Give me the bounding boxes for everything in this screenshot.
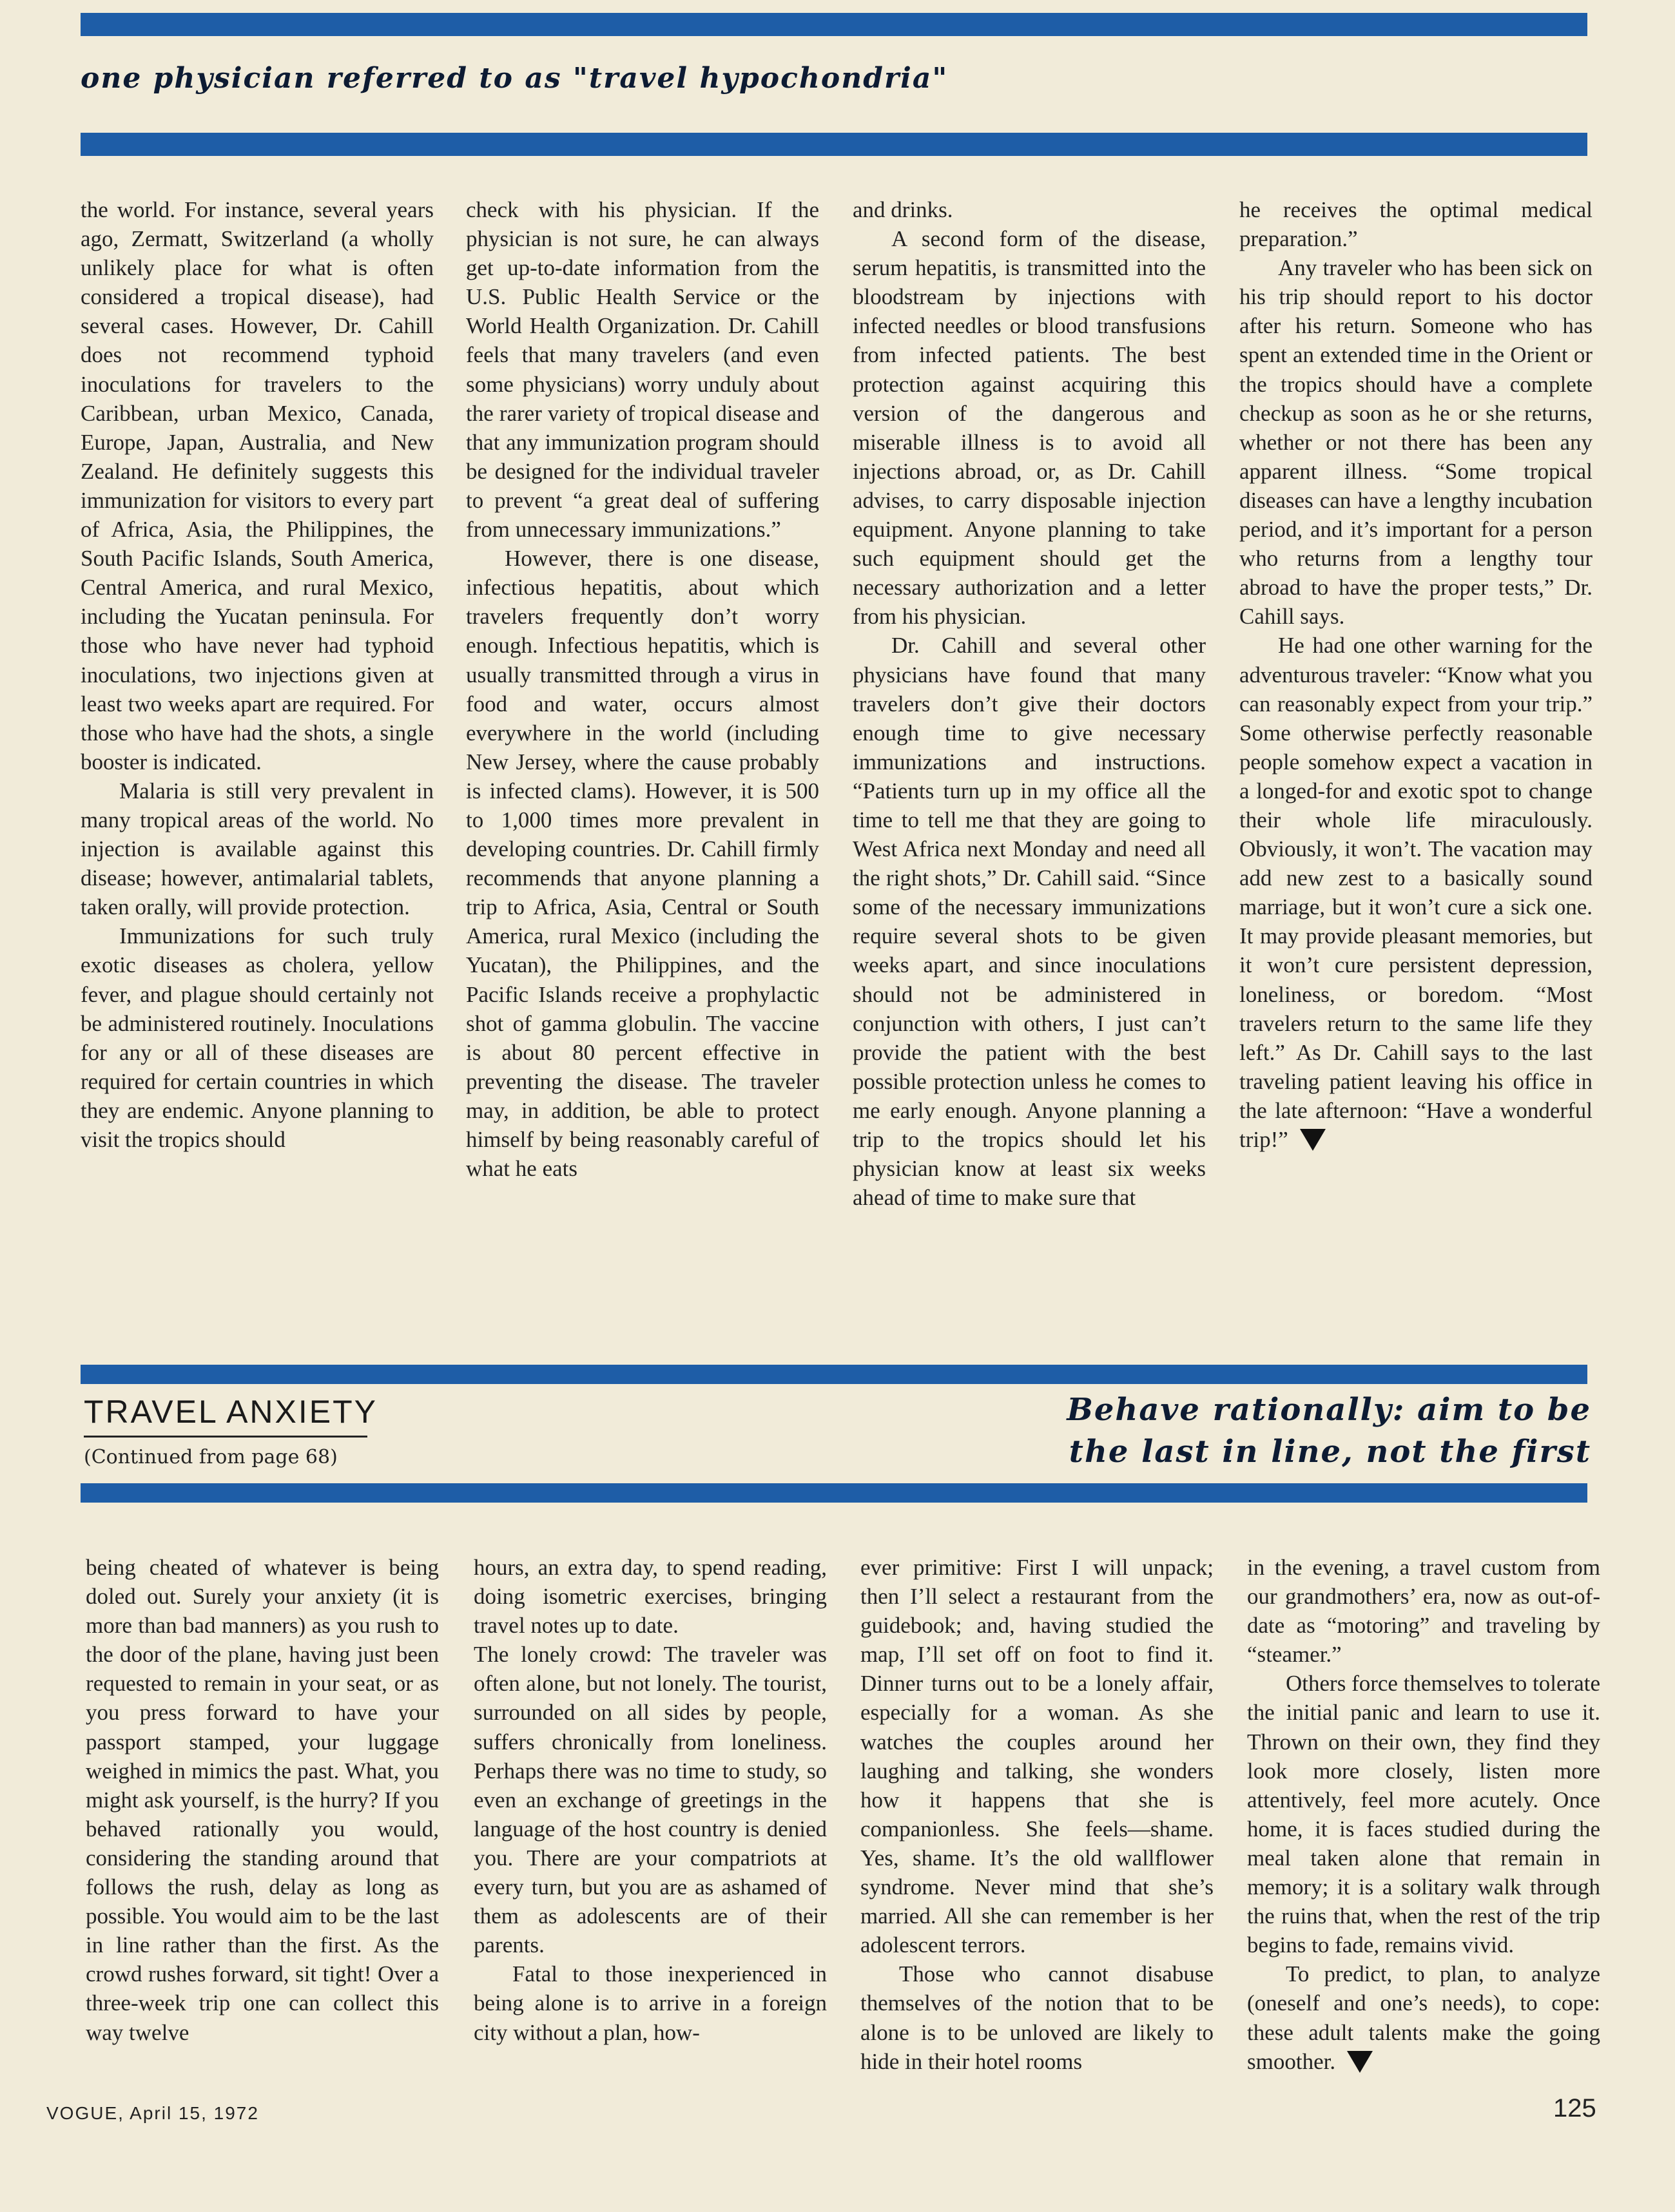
paragraph: check with his physician. If the physician is not sure, he can always get up-to-date information from the U.S. Public Health Service or the World Health Organization. Dr. Cahill feels that many travelers (and even some physicians) worry unduly about the rarer variety of tropical disease and that any immunization program should be designed for the individual traveler to prevent “a great deal of suffering from unnecessary immunizations.” <box>466 197 819 543</box>
paragraph: being cheated of whatever is being doled out. Surely your anxiety (it is more than bad manners) as you rush to the door of the plane, having just been requested to remain in your seat, or as you press forward to have your passport stamped, your luggage weighed in mimics the past. What, you might ask yourself, is the hurry? If you behaved rationally you would, considering the standing around that follows the rush, delay as long as possible. You would aim to be the last in line rather than the first. As the crowd rushes forward, sit tight! Over a three-week trip one can collect this way twelve <box>86 1555 439 2045</box>
article1-column-4 <box>1239 195 1593 1154</box>
paragraph: Those who cannot disabuse themselves of the notion that to be alone is to be unloved are likely to hide in their hotel rooms <box>860 1961 1214 2074</box>
paragraph-text: To predict, to plan, to analyze (oneself and one’s needs), to cope: these adult talents make the going smoother. <box>1247 1961 1600 2074</box>
article2-headline-line-1: Behave rationally: aim to be <box>1067 1392 1591 1428</box>
paragraph: The lonely crowd: The traveler was often alone, but not lonely. The tourist, surrounded on all sides by people, suffers chronically from loneliness. Perhaps there was no time to study, so even an exchange of greetings in the language of the host country is denied you. There are your compatriots at every turn, but you are as ashamed of them as adolescents are of their parents. <box>474 1642 827 1958</box>
paragraph: However, there is one disease, infectious hepatitis, about which travelers frequently don’t worry enough. Infectious hepatitis, which is usually transmitted through a virus in food and water, occurs almost everywhere in the world (including New Jersey, where the cause probably is infected clams). However, it is 500 to 1,000 times more prevalent in developing countries. Dr. Cahill firmly recommends that anyone planning a trip to Africa, Asia, Central or South America, rural Mexico (including the Yucatan), the Philippines, and the Pacific Islands receive a prophylactic shot of gamma globulin. The vaccine is about 80 percent effective in preventing the disease. The traveler may, in addition, be able to protect himself by being reasonably careful of what he eats <box>466 546 819 1182</box>
publication-footer: VOGUE, April 15, 1972 <box>46 2103 259 2123</box>
continued-note: (Continued from page 68) <box>84 1446 338 1468</box>
paragraph <box>1239 631 1593 1154</box>
paragraph-text: He had one other warning for the adventurous traveler: “Know what you can reasonably expect from your trip.” Some otherwise perfectly reasonable people somehow expect a vacation in a longed-for and exotic spot to change their whole life miraculously. Obviously, it won’t. The vacation may add new zest to a basically sound marriage, but it won’t cure a sick one. It may provide pleasant memories, but it won’t cure persistent depression, loneliness, or boredom. “Most travelers return to the same life they left.” As Dr. Cahill says to the last traveling patient leaving his office in the late afternoon: “Have a wonderful trip!” <box>1239 633 1593 1152</box>
paragraph: the world. For instance, several years ago, Zermatt, Switzerland (a wholly unlikely place for what is often considered a tropical disease), had several cases. However, Dr. Cahill does not recommend typhoid inoculations for travelers to the Caribbean, urban Mexico, Canada, Europe, Japan, Australia, and New Zealand. He definitely suggests this immunization for visitors to every part of Africa, Asia, the Philippines, the South Pacific Islands, South America, Central America, and rural Mexico, including the Yucatan peninsula. For those who have never had typhoid inoculations, two injections given at least two weeks apart are required. For those who have had the shots, a single booster is indicated. <box>81 197 434 774</box>
paragraph: Any traveler who has been sick on his trip should report to his doctor after his return. Someone who has spent an extended time in the Orient or the tropics should have a complete checkup as soon as he or she returns, whether or not there has been any apparent illness. “Some tropical diseases can have a lengthy incubation period, and it’s important for a person who returns from a lengthy tour abroad to have the proper tests,” Dr. Cahill says. <box>1239 255 1593 630</box>
paragraph: in the evening, a travel custom from our grandmothers’ era, now as out-of-date as “motoring” and traveling by “steamer.” <box>1247 1555 1600 1668</box>
article2-column-1 <box>86 1553 439 2047</box>
page-number: 125 <box>1553 2094 1596 2122</box>
paragraph: Others force themselves to tolerate the initial panic and learn to use it. Thrown on their own, they find they look more closely, listen more attentively, feel more acutely. Once home, it is faces studied during the meal taken alone that remain in memory; it is a solitary walk through the ruins that, when the rest of the trip begins to fade, remains vivid. <box>1247 1671 1600 1958</box>
article1-column-2 <box>466 195 819 1183</box>
paragraph: Immunizations for such truly exotic diseases as cholera, yellow fever, and plague should certainly not be administered routinely. Inoculations for any or all of these diseases are required for certain countries in which they are endemic. Anyone planning to visit the tropics should <box>81 923 434 1152</box>
article2-column-2 <box>474 1553 827 2047</box>
article1-column-1 <box>81 195 434 1154</box>
paragraph: Fatal to those inexperienced in being alone is to arrive in a foreign city without a plan, how- <box>474 1961 827 2045</box>
article2-column-4 <box>1247 1553 1600 2076</box>
section-title: TRAVEL ANXIETY <box>84 1394 378 1430</box>
article2-headline-line-2: the last in line, not the first <box>1069 1434 1591 1470</box>
headline-blue-band <box>81 133 1587 156</box>
paragraph: ever primitive: First I will unpack; then I’ll select a restaurant from the guidebook; and, having studied the map, I’ll set off on foot to find it. Dinner turns out to be a lonely affair, especially for a woman. As she watches the couples around her laughing and talking, she wonders how it happens that she is companionless. She feels—shame. Yes, shame. It’s the old wallflower syndrome. Never mind that she’s married. All she can remember is her adolescent terrors. <box>860 1555 1214 1958</box>
section-title-rule <box>84 1436 367 1438</box>
paragraph: Dr. Cahill and several other physicians have found that many travelers don’t give their doctors enough time to give necessary immunizations and instructions. “Patients turn up in my office all the time to tell me that they are going to West Africa next Monday and need all the right shots,” Dr. Cahill said. “Since some of the necessary immunizations require several shots to be given weeks apart, and since inoculations should not be administered in conjunction with others, I just can’t provide the patient with the best possible protection unless he comes to me early enough. Anyone planning a trip to the tropics should let his physician know at least six weeks ahead of time to make sure that <box>853 633 1206 1211</box>
paragraph: hours, an extra day, to spend reading, doing isometric exercises, bringing travel notes up to date. <box>474 1555 827 1639</box>
paragraph: and drinks. <box>853 197 953 222</box>
end-of-article-triangle-icon <box>1347 2051 1373 2073</box>
paragraph: A second form of the disease, serum hepatitis, is transmitted into the bloodstream by injections with infected needles or blood transfusions from infected patients. The best protection against acquiring this version of the dangerous and miserable illness is to avoid all injections abroad, or, as Dr. Cahill advises, to carry disposable injection equipment. Anyone planning to take such equipment should get the necessary authorization and a letter from his physician. <box>853 226 1206 630</box>
end-of-article-triangle-icon <box>1300 1129 1326 1151</box>
paragraph: he receives the optimal medical preparation.” <box>1239 197 1593 252</box>
paragraph: Malaria is still very prevalent in many tropical areas of the world. No injection is available against this disease; however, antimalarial tablets, taken orally, will provide protection. <box>81 778 434 920</box>
top-headline: one physician referred to as "travel hypochondria" <box>81 62 949 95</box>
article2-column-3 <box>860 1553 1214 2076</box>
article2-blue-band <box>81 1483 1587 1503</box>
article1-column-3 <box>853 195 1206 1212</box>
paragraph <box>1247 1959 1600 2075</box>
section-blue-band <box>81 1365 1587 1384</box>
top-blue-band <box>81 13 1587 36</box>
